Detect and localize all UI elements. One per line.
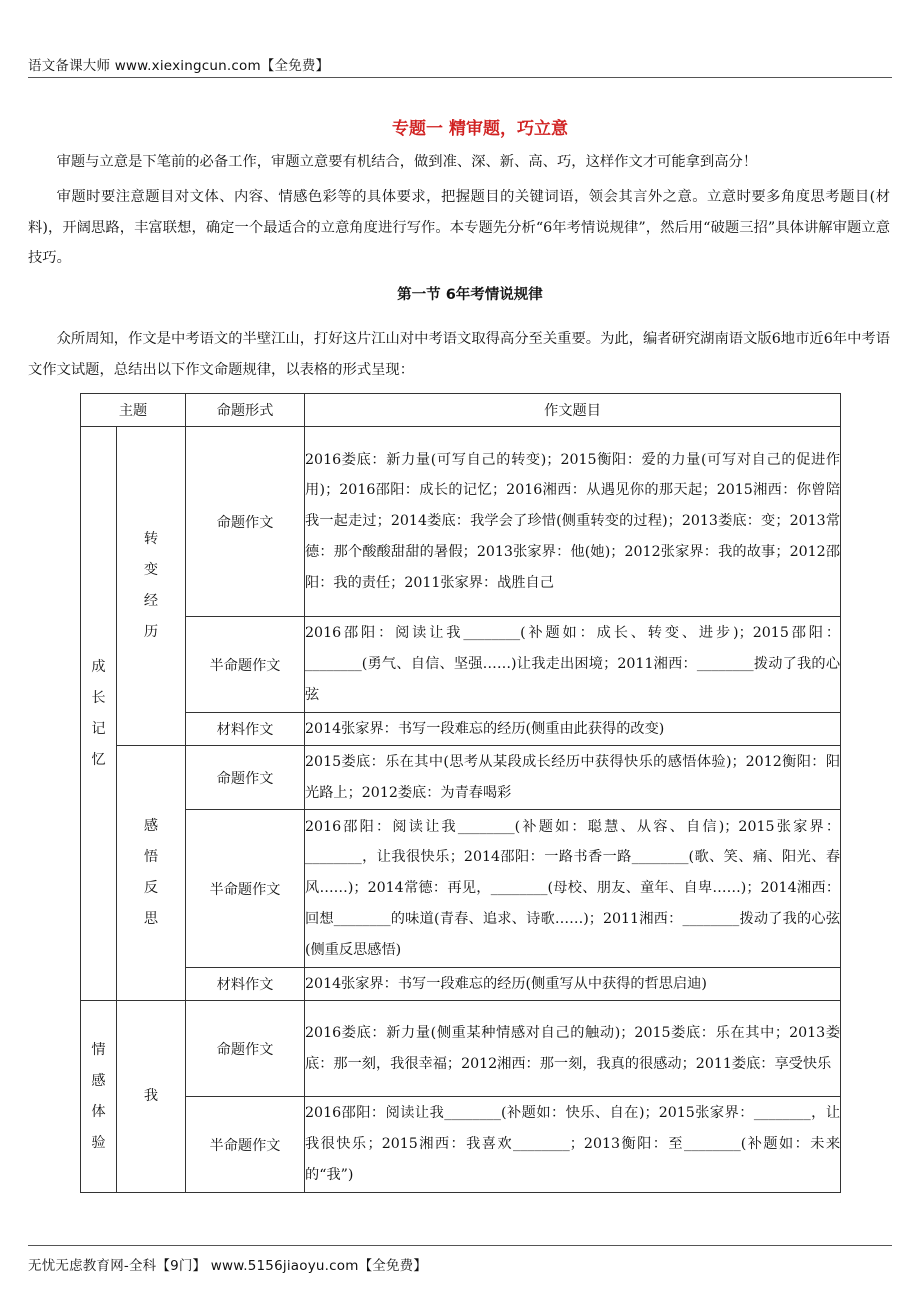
page-title: 专题一 精审题，巧立意 <box>392 119 568 139</box>
page-header: 语文备课大师 www.xiexingcun.com【全免费】 <box>28 58 330 74</box>
header-rule <box>28 77 892 78</box>
topic-cell: 情感体验 <box>81 1001 117 1193</box>
form-cell: 半命题作文 <box>186 1097 305 1193</box>
section-title: 第一节 6年考情说规律 <box>397 287 543 303</box>
intro-paragraph-2: 审题时要注意题目对文体、内容、情感色彩等的具体要求，把握题目的关键词语，领会其言外之意。立意时要多角度思考题目(材料)，开阔思路，丰富联想，确定一个最适合的立意角度进行写作。本专题先分析“6年考情说规律”，然后用“破题三招”具体讲解审题立意技巧。 <box>28 189 890 266</box>
form-cell: 材料作文 <box>186 968 305 1001</box>
header-form: 命题形式 <box>186 394 305 427</box>
page-footer: 无忧无虑教育网-全科【9门】 www.5156jiaoyu.com【全免费】 <box>28 1258 428 1274</box>
titles-cell: 2016邵阳：阅读让我________(补题如：聪慧、从容、自信)；2015张家界：________，让我很快乐；2014邵阳：一路书香一路________(歌、笑、痛、阳光、春风……)；2014常德：再见，________(母校、朋友、童年、自卑……)；2014湘西：回想________的味道(青春、追求、诗歌……)；2011湘西：________拨动了我的心弦(侧重反思感悟) <box>305 810 841 968</box>
titles-cell: 2016邵阳：阅读让我________(补题如：成长、转变、进步)；2015邵阳：________(勇气、自信、坚强……)让我走出困境；2011湘西：________拨动了我的心弦 <box>305 617 841 713</box>
titles-cell: 2016娄底：新力量(侧重某种情感对自己的触动)；2015娄底：乐在其中；2013娄底：那一刻，我很幸福；2012湘西：那一刻，我真的很感动；2011娄底：享受快乐 <box>305 1001 841 1097</box>
titles-cell: 2016娄底：新力量(可写自己的转变)；2015衡阳：爱的力量(可写对自己的促进作用)；2016邵阳：成长的记忆；2016湘西：从遇见你的那天起；2015湘西：你曾陪我一起走过；2014娄底：我学会了珍惜(侧重转变的过程)；2013娄底：变；2013常德：那个酸酸甜甜的暑假；2013张家界：他(她)；2012张家界：我的故事；2012邵阳：我的责任；2011张家界：战胜自己 <box>305 427 841 617</box>
header-topic: 主题 <box>81 394 186 427</box>
exam-topics-table <box>80 393 841 1193</box>
form-cell: 命题作文 <box>186 427 305 617</box>
table-row <box>81 1097 841 1193</box>
form-cell: 半命题作文 <box>186 617 305 713</box>
topic-cell: 成长记忆 <box>81 427 117 1001</box>
section-intro-paragraph: 众所周知，作文是中考语文的半壁江山，打好这片江山对中考语文取得高分至关重要。为此，编者研究湖南语文版6地市近6年中考语文作文试题，总结出以下作文命题规律，以表格的形式呈现： <box>28 331 890 378</box>
intro-paragraph-1: 审题与立意是下笔前的必备工作，审题立意要有机结合，做到准、深、新、高、巧，这样作文才可能拿到高分！ <box>56 154 758 170</box>
subtopic-cell: 感悟反思 <box>117 746 186 1001</box>
titles-cell: 2015娄底：乐在其中(思考从某段成长经历中获得快乐的感悟体验)；2012衡阳：阳光路上；2012娄底：为青春喝彩 <box>305 746 841 810</box>
table-row <box>81 617 841 713</box>
subtopic-cell: 我 <box>117 1001 186 1193</box>
table-row <box>81 968 841 1001</box>
titles-cell: 2014张家界：书写一段难忘的经历(侧重由此获得的改变) <box>305 713 841 746</box>
subtopic-cell: 转变经历 <box>117 427 186 746</box>
titles-cell: 2016邵阳：阅读让我________(补题如：快乐、自在)；2015张家界：________，让我很快乐；2015湘西：我喜欢________；2013衡阳：至________(补题如：未来的“我”) <box>305 1097 841 1193</box>
table-row <box>81 746 841 810</box>
form-cell: 半命题作文 <box>186 810 305 968</box>
footer-rule <box>28 1245 892 1246</box>
table-header-row <box>81 394 841 427</box>
table-row <box>81 1001 841 1097</box>
form-cell: 命题作文 <box>186 746 305 810</box>
table-row <box>81 713 841 746</box>
form-cell: 命题作文 <box>186 1001 305 1097</box>
titles-cell: 2014张家界：书写一段难忘的经历(侧重写从中获得的哲思启迪) <box>305 968 841 1001</box>
form-cell: 材料作文 <box>186 713 305 746</box>
header-titles: 作文题目 <box>305 394 841 427</box>
table-row <box>81 810 841 968</box>
table-row <box>81 427 841 617</box>
